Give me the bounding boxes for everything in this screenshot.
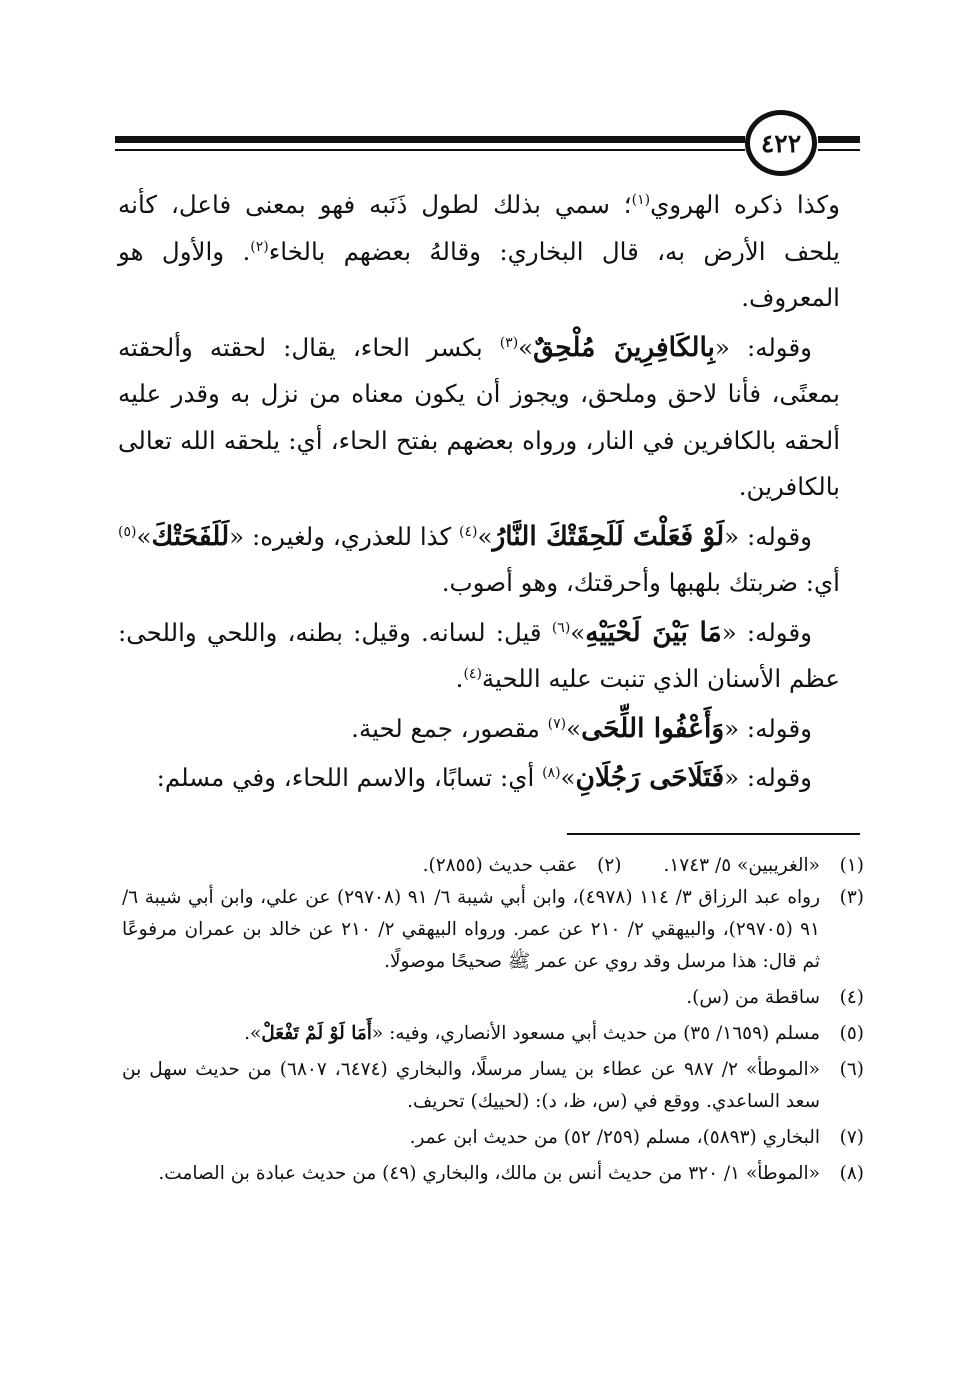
text-run: . والأول هو المعروف. xyxy=(118,236,840,312)
header-rule-thin xyxy=(115,149,745,151)
text-run: كذا للعذري، ولغيره: « xyxy=(229,521,459,551)
text-run: » xyxy=(566,713,582,743)
hadith-quote: فَتَلَاحَى رَجُلَانِ xyxy=(575,762,725,793)
paragraph-4 xyxy=(118,610,840,703)
text-run: بكسر الحاء، يقال: لحقته وألحقته بمعنًى، فأنا لاحق وملحق، ويجوز أن يكون معناه من نزل به وقدر عليه ألحقه بالكافرين في النار، ورواه بعضهم بفتح الحاء، أي: يلحقه الله تعالى بالكافرين. xyxy=(118,332,840,501)
text-run: » xyxy=(136,521,152,551)
footnote-text: مسلم (١٦٥٩/ ٣٥) من حديث أبي مسعود الأنصاري، وفيه: « xyxy=(371,1023,820,1044)
footnote-text: رواه عبد الرزاق ٣/ ١١٤ (٤٩٧٨)، وابن أبي شيبة ٦/ ٩١ (٢٩٧٠٨) عن علي، وابن أبي شيبة ٦/ ٩١ (٢٩٧٠٥)، والبيهقي ٢/ ٢١٠ عن عمر. ورواه البيهقي ٢/ ٢١٠ عن خالد بن عمران مرفوعًا ثم قال: هذا مرسل وقد روي عن عمر ﷺ صحيحًا موصولًا. xyxy=(122,887,821,972)
footnote-number: (١) xyxy=(839,855,864,876)
footnote-text: «الموطأ» ٢/ ٩٨٧ عن عطاء بن يسار مرسلًا، والبخاري (٦٤٧٤، ٦٨٠٧) من حديث سهل بن سعد الساعدي. ووقع في (س، ظ، د): (لحييك) تحريف. xyxy=(122,1059,821,1112)
text-run: » xyxy=(570,617,586,647)
footnote-8 xyxy=(122,1158,864,1190)
hadith-quote: وَأَعْفُوا اللِّحَى xyxy=(581,712,725,744)
footnote-7 xyxy=(122,1122,864,1154)
footnote-ref: (٤) xyxy=(458,523,478,540)
hadith-quote: لَوْ فَعَلْتَ لَلَحِقَتْكَ النَّارُ xyxy=(492,520,725,552)
footnote-ref: (٣) xyxy=(499,334,519,351)
page-number: ٤٢٢ xyxy=(760,128,802,158)
text-run: قيل: لسانه. وقيل: بطنه، واللحي واللحى: عظم الأسنان الذي تنبت عليه اللحية xyxy=(118,617,840,693)
paragraph-6 xyxy=(118,755,840,802)
text-run: مقصور، جمع لحية. xyxy=(351,713,548,743)
hadith-quote: مَا بَيْنَ لَحْيَيْهِ xyxy=(585,616,722,648)
page-number-badge xyxy=(745,110,817,176)
paragraph-5 xyxy=(118,706,840,753)
text-run: ؛ سمي بذلك لطول ذَنَبه فهو بمعنى فاعل، كأنه يلحف الأرض به، قال البخاري: وقالهُ بعضهم بالخاء xyxy=(118,190,840,266)
footnote-2 xyxy=(423,850,622,882)
footnote-1 xyxy=(663,850,864,882)
main-text xyxy=(118,182,840,802)
paragraph-3 xyxy=(118,514,840,607)
footnote-text: «الموطأ» ١/ ٣٢٠ من حديث أنس بن مالك، والبخاري (٤٩) من حديث عبادة بن الصامت. xyxy=(158,1163,820,1184)
footnote-number: (٦) xyxy=(839,1059,864,1080)
text-run: وقوله: « xyxy=(724,521,812,551)
footnote-text: البخاري (٥٨٩٣)، مسلم (٢٥٩/ ٥٢) من حديث ابن عمر. xyxy=(409,1127,820,1148)
text-run: » xyxy=(477,521,493,551)
footnote-5 xyxy=(122,1018,864,1050)
paragraph-2 xyxy=(118,325,840,511)
footnote-number: (٢) xyxy=(597,855,622,876)
footnote-ref: (٤) xyxy=(463,665,482,682)
header-rule-thick xyxy=(115,136,745,143)
text-run: » xyxy=(560,763,576,792)
text-run: أي: ضربتك بلهبها وأحرقتك، وهو أصوب. xyxy=(441,568,840,597)
text-run: . xyxy=(455,664,464,693)
footnote-ref: (٦) xyxy=(551,619,571,636)
footnote-separator xyxy=(567,833,860,835)
footnote-number: (٥) xyxy=(839,1023,864,1044)
footnote-text: عقب حديث (٢٨٥٥). xyxy=(422,855,578,876)
text-run: أي: تسابًا، والاسم اللحاء، وفي مسلم: xyxy=(156,763,543,792)
footnote-ref: (٨) xyxy=(542,764,561,781)
paragraph-1 xyxy=(118,182,840,322)
header-rule-stub-thick xyxy=(818,136,860,143)
footnote-quote: أَمَا لَوْ لَمْ تَفْعَلْ xyxy=(261,1023,372,1044)
footnote-number: (٣) xyxy=(839,887,864,908)
text-run: وقوله: « xyxy=(724,713,812,743)
footnote-ref: (٥) xyxy=(118,523,137,540)
footnote-row xyxy=(122,850,864,882)
header-rule-stub-thin xyxy=(818,149,860,151)
footnote-6 xyxy=(122,1054,864,1118)
footnote-4 xyxy=(122,982,864,1014)
hadith-quote: لَلَفَحَتْكَ xyxy=(151,520,230,552)
text-run: وقوله: « xyxy=(724,763,812,792)
text-run: » xyxy=(518,332,534,362)
footnote-ref: (٧) xyxy=(547,715,567,732)
footnote-number: (٧) xyxy=(839,1127,864,1148)
page-header xyxy=(0,0,956,200)
footnote-text: ». xyxy=(244,1023,262,1044)
footnotes xyxy=(122,850,864,1190)
text-run: وكذا ذكره الهروي xyxy=(650,190,840,219)
footnote-3 xyxy=(122,882,864,978)
footnote-number: (٨) xyxy=(839,1163,864,1184)
hadith-quote: بِالكَافِرِينَ مُلْحِقٌ xyxy=(533,331,715,363)
footnote-ref: (١) xyxy=(631,191,651,208)
footnote-text: ساقطة من (س). xyxy=(686,987,820,1008)
footnote-ref: (٢) xyxy=(250,238,269,255)
text-run: وقوله: « xyxy=(714,332,812,362)
text-run: وقوله: « xyxy=(721,617,812,647)
footnote-number: (٤) xyxy=(839,987,864,1008)
footnote-text: «الغريبين» ٥/ ١٧٤٣. xyxy=(663,855,820,876)
